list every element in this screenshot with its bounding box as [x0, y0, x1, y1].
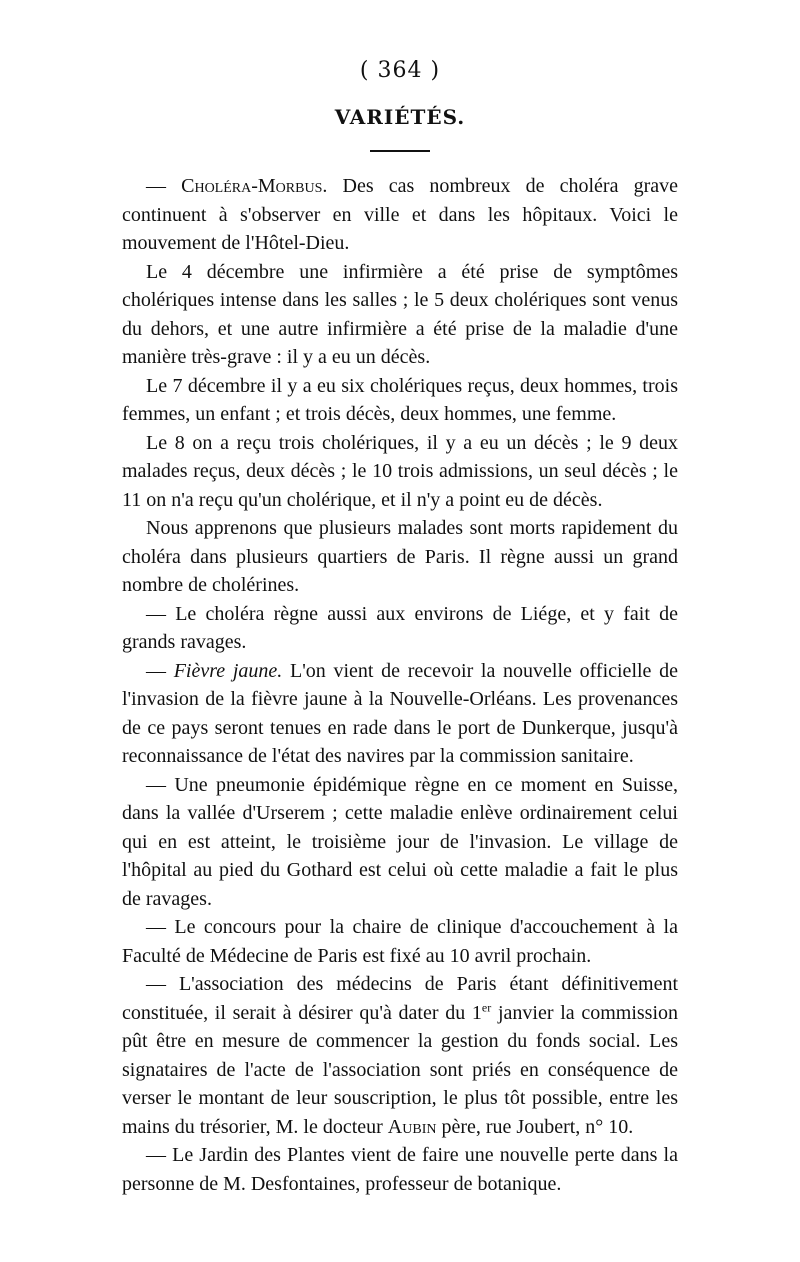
- aubin-name: Aubin: [387, 1115, 437, 1138]
- paragraph-dec-7: Le 7 décembre il y a eu six cholériques reçus, deux hommes, trois femmes, un enfant ; et trois décès, deux hommes, une femme.: [122, 374, 678, 425]
- paragraph-liege: — Le choléra règne aussi aux environs de Liége, et y fait de grands ravages.: [122, 602, 678, 653]
- paragraph-paris-quarters: Nous apprenons que plusieurs malades sont morts rapidement du choléra dans plusieurs quartiers de Paris. Il règne aussi un grand nombre de cholérines.: [122, 517, 678, 596]
- paragraph-association: — L'association des médecins de Paris étant définitivement constituée, il serait à désirer qu'à dater du 1er janvier la commission pût être en mesure de commencer la gestion du fonds social. Les signataires de l'acte de l'association sont priés en conséquence de verser le montant de leur souscription, le plus tôt possible, entre les mains du trésorier, M. le docteur Aubin père, rue Joubert, n° 10.: [122, 973, 679, 1138]
- paragraph-cholera-intro: — Choléra-Morbus. Des cas nombreux de choléra grave continuent à s'observer en ville et dans les hôpitaux. Voici le mouvement de l'Hôtel-Dieu.: [122, 175, 678, 254]
- cholera-morbus-heading: Choléra-Morbus: [181, 175, 323, 197]
- page-number: ( 364 ): [359, 58, 441, 83]
- paragraph-yellow-fever: — Fièvre jaune. L'on vient de recevoir la nouvelle officielle de l'invasion de la fièvre jaune à la Nouvelle-Orléans. Les provenances de ce pays seront tenues en rade dans le port de Dunkerque, jusqu'à reconnaissance de l'état des navires par la commission sanitaire.: [122, 659, 678, 767]
- paragraph-dec-8: Le 8 on a reçu trois cholériques, il y a eu un décès ; le 9 deux malades reçus, deux décès ; le 10 trois admissions, un seul décès ; le 11 on n'a reçu qu'un cholérique, et il n'y a point eu de décès.: [122, 431, 678, 511]
- paragraph-concours: — Le concours pour la chaire de clinique d'accouchement à la Faculté de Médecine de Paris est fixé au 10 avril prochain.: [122, 916, 678, 967]
- yellow-fever-heading: Fièvre jaune.: [173, 659, 283, 682]
- paragraph-dec-4: Le 4 décembre une infirmière a été prise de symptômes cholériques intense dans les salles ; le 5 deux cholériques sont venus du dehors, et une autre infirmière a été prise de la maladie d'une manière très-grave : il y a eu un décès.: [122, 260, 678, 368]
- title-divider: [370, 150, 430, 152]
- paragraph-pneumonia-switzerland: — Une pneumonie épidémique règne en ce moment en Suisse, dans la vallée d'Urserem ; cette maladie enlève ordinairement celui qui en est atteint, le troisième jour de l'invasion. Le village de l'hôpital au pied du Gothard est celui où cette maladie a fait le plus de ravages.: [122, 773, 678, 910]
- paragraph-jardin-des-plantes: — Le Jardin des Plantes vient de faire une nouvelle perte dans la personne de M. Desfontaines, professeur de botanique.: [122, 1144, 678, 1195]
- section-title: VARIÉTÉS.: [334, 105, 466, 129]
- article-body: [122, 172, 678, 1198]
